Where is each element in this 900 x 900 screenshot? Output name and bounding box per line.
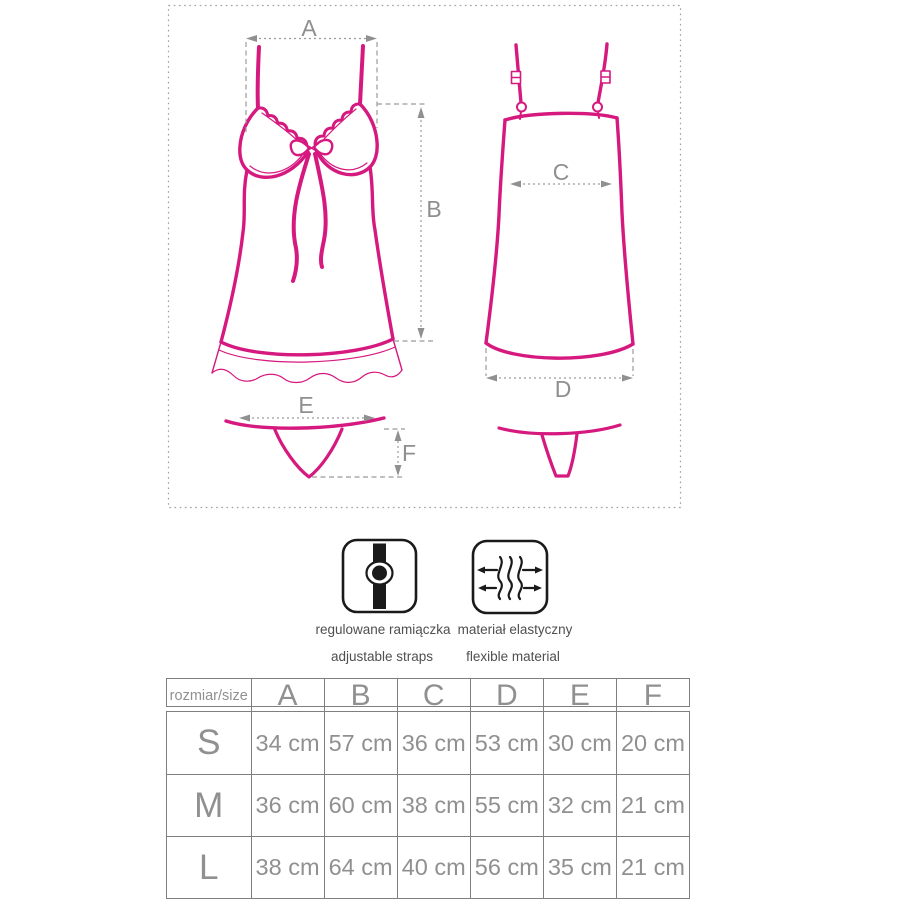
dimension-label-b: B [426, 196, 442, 222]
value-cell: 57 cm [324, 712, 397, 774]
value-cell: 32 cm [543, 774, 616, 836]
dimension-label-f: F [401, 440, 417, 466]
strap-adjuster-icon [512, 71, 611, 84]
feature-label-flexible-material-en: flexible material [466, 649, 560, 664]
value-cell: 36 cm [251, 774, 324, 836]
size-table-body [166, 711, 690, 899]
value-cell: 20 cm [616, 712, 689, 774]
feature-label-adjustable-straps-pl: regulowane ramiączka [315, 622, 451, 637]
bow-decoration [291, 140, 332, 155]
size-table [166, 678, 690, 899]
thong-back-drawing [499, 425, 620, 476]
value-cell: 40 cm [397, 836, 470, 898]
value-cell: 34 cm [251, 712, 324, 774]
thong-front-drawing [226, 418, 384, 477]
value-cell: 35 cm [543, 836, 616, 898]
header-cell-f: F [616, 679, 689, 713]
header-cell-c: C [397, 679, 470, 713]
value-cell: 36 cm [397, 712, 470, 774]
dimension-label-d: D [554, 376, 572, 402]
value-cell: 21 cm [616, 774, 689, 836]
value-cell: 38 cm [251, 836, 324, 898]
value-cell: 64 cm [324, 836, 397, 898]
header-cell-e: E [543, 679, 616, 713]
dimension-label-e: E [298, 392, 314, 418]
flexible-material-icon [473, 541, 547, 613]
adjustable-straps-icon [343, 540, 416, 612]
front-view-drawing [212, 46, 402, 383]
back-view-drawing [486, 44, 633, 358]
value-cell: 56 cm [470, 836, 543, 898]
size-cell-l: L [167, 836, 251, 898]
value-cell: 30 cm [543, 712, 616, 774]
header-cell-d: D [470, 679, 543, 713]
size-cell-m: M [167, 774, 251, 836]
value-cell: 60 cm [324, 774, 397, 836]
feature-label-flexible-material-pl: materiał elastyczny [457, 622, 573, 637]
size-table-header-row [166, 678, 690, 712]
dimension-label-c: C [552, 159, 570, 185]
value-cell: 55 cm [470, 774, 543, 836]
header-cell-a: A [251, 679, 324, 713]
value-cell: 38 cm [397, 774, 470, 836]
value-cell: 53 cm [470, 712, 543, 774]
value-cell: 21 cm [616, 836, 689, 898]
header-cell-b: B [324, 679, 397, 713]
dimension-f [312, 429, 405, 477]
dimension-label-a: A [301, 15, 317, 41]
dimension-a [246, 35, 377, 133]
feature-label-adjustable-straps-en: adjustable straps [330, 649, 434, 664]
size-cell-s: S [197, 723, 221, 762]
header-cell-rozmiar-size: rozmiar/size [169, 688, 248, 704]
